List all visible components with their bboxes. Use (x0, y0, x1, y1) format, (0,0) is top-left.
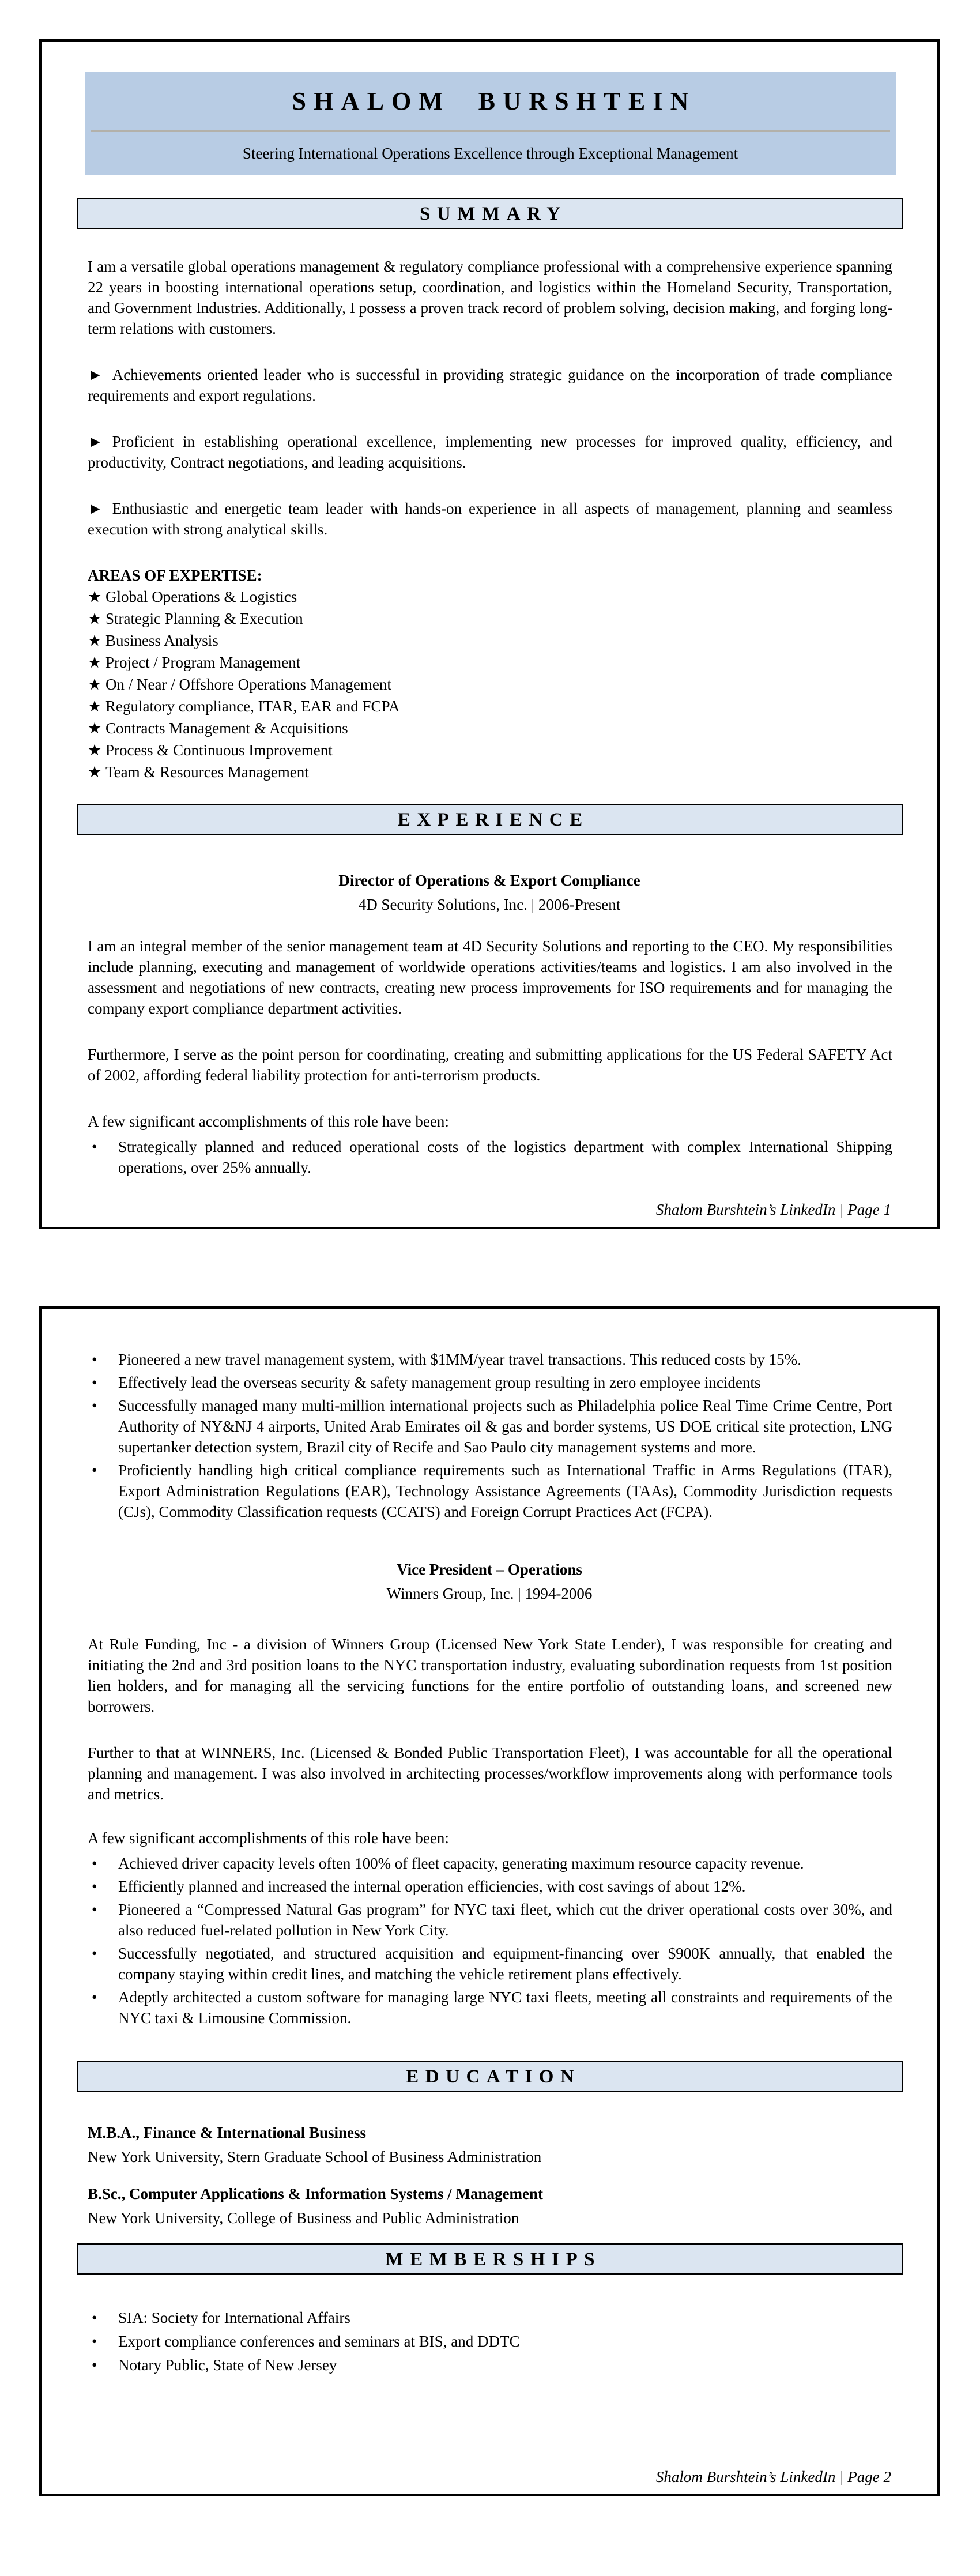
list-item (88, 1460, 892, 1522)
bullet-icon: • (92, 1878, 97, 1895)
role1-paragraph-1: I am an integral member of the senior management team at 4D Security Solutions and reporting to the CEO. My responsibilities include planning, executing and management of worldwide operations activities/teams and logistics. I am also involved in the assessment and negotiations of new contracts, creating new process improvements for ISO requirements and for managing the company export compliance department activities. (88, 937, 892, 1017)
list-item (88, 1853, 892, 1874)
arrow-bullet-icon: ► (88, 433, 103, 450)
expertise-item (88, 630, 892, 651)
bullet-icon: • (92, 1855, 97, 1872)
star-bullet-icon: ★ (88, 676, 102, 693)
list-item-text: Successfully managed many multi-million international projects such as Philadelphia police Real Time Crime Centre, Port Authority of NY&NJ 4 airports, United Arab Emirates oil & gas and border systems, US DOE critical site protection, LNG supertanker detection system, Brazil city of Recife and Sao Paulo city management systems and more. (118, 1397, 892, 1456)
summary-title: SUMMARY (419, 203, 567, 224)
expertise-item (88, 717, 892, 739)
experience-section-header (77, 804, 903, 835)
expertise-label: On / Near / Offshore Operations Management (105, 676, 391, 693)
summary-intro-paragraph: I am a versatile global operations management & regulatory compliance professional with a comprehensive experience spanning 22 years in boosting international operations setup, coordination, and logistics within the Homeland Security, Transportation, and Government Industries. Additionally, I possess a proven track record of problem solving, decision making, and forging long-term relations with customers. (88, 258, 892, 337)
list-item-text: Achieved driver capacity levels often 100% of fleet capacity, generating maximum resource capacity revenue. (118, 1855, 804, 1872)
expertise-label: Business Analysis (105, 632, 218, 649)
expertise-item (88, 739, 892, 761)
highlight-text: Achievements oriented leader who is successful in providing strategic guidance on the incorporation of trade compliance requirements and export regulations. (88, 366, 892, 404)
areas-of-expertise-heading: AREAS OF EXPERTISE: (88, 567, 262, 584)
role-company-winners-group: Winners Group, Inc. | 1994-2006 (386, 1585, 593, 1602)
list-item-text: Proficiently handling high critical compliance requirements such as International Traffic in Arms Regulations (ITAR), Export Administration Regulations (EAR), Technology Assistance Agreements (TAAs), Commodity Jurisdiction requests (CJs), Commodity Classification requests (CCATS) and Foreign Corrupt Practices Act (FCPA). (118, 1462, 892, 1520)
role-title-director: Director of Operations & Export Compliance (338, 872, 640, 889)
role2-accomplishments-list (42, 1853, 937, 2028)
highlight-text: Enthusiastic and energetic team leader with hands-on experience in all aspects of management, planning and seamless execution with strong analytical skills. (88, 500, 892, 538)
bullet-icon: • (92, 2309, 97, 2326)
bullet-icon: • (92, 1397, 97, 1414)
candidate-name: SHALOM BURSHTEIN (292, 86, 696, 115)
list-item-text: SIA: Society for International Affairs (118, 2309, 350, 2326)
list-item (88, 1899, 892, 1941)
expertise-item (88, 651, 892, 673)
degree-mba: M.B.A., Finance & International Business (88, 2124, 367, 2141)
star-bullet-icon: ★ (88, 741, 102, 759)
expertise-item (88, 608, 892, 630)
degree-bsc: B.Sc., Computer Applications & Information Systems / Management (88, 2185, 544, 2202)
expertise-label: Team & Resources Management (105, 763, 309, 781)
star-bullet-icon: ★ (88, 720, 102, 737)
list-item-text: Strategically planned and reduced operational costs of the logistics department with complex International Shipping operations, over 25% annually. (118, 1138, 892, 1176)
list-item (88, 1943, 892, 1984)
bullet-icon: • (92, 1945, 97, 1962)
memberships-section-header (77, 2243, 903, 2275)
list-item (88, 1395, 892, 1458)
star-bullet-icon: ★ (88, 763, 102, 781)
education-title: EDUCATION (406, 2066, 581, 2087)
role1-paragraph-2: Furthermore, I serve as the point person for coordinating, creating and submitting applications for the US Federal SAFETY Act of 2002, affording federal liability protection for anti-terrorism products. (88, 1046, 892, 1084)
list-item-text: Pioneered a new travel management system, with $1MM/year travel transactions. This reduced costs by 15%. (118, 1351, 801, 1368)
expertise-item (88, 586, 892, 608)
bullet-icon: • (92, 1901, 97, 1918)
expertise-item (88, 761, 892, 783)
arrow-bullet-icon: ► (88, 366, 103, 383)
list-item-text: Pioneered a “Compressed Natural Gas program” for NYC taxi fleet, which cut the driver operational costs over 30%, and also reduced fuel-related pollution in New York City. (118, 1901, 892, 1939)
experience-title: EXPERIENCE (397, 809, 589, 830)
star-bullet-icon: ★ (88, 698, 102, 715)
expertise-label: Process & Continuous Improvement (105, 741, 333, 759)
school-nyu-stern: New York University, Stern Graduate School of Business Administration (88, 2148, 542, 2166)
bullet-icon: • (92, 1989, 97, 2006)
star-bullet-icon: ★ (88, 632, 102, 649)
highlight-text: Proficient in establishing operational excellence, implementing new processes for improved quality, efficiency, and productivity, Contract negotiations, and leading acquisitions. (88, 433, 892, 471)
star-bullet-icon: ★ (88, 588, 102, 605)
list-item (88, 1372, 892, 1393)
list-item (88, 2331, 892, 2352)
role1-accomplishments-heading: A few significant accomplishments of this role have been: (88, 1113, 449, 1130)
expertise-label: Global Operations & Logistics (105, 588, 297, 605)
list-item (88, 1136, 892, 1178)
memberships-list (42, 2307, 937, 2375)
bullet-icon: • (92, 1351, 97, 1368)
expertise-label: Regulatory compliance, ITAR, EAR and FCPA (105, 698, 400, 715)
summary-highlight-2 (88, 431, 892, 473)
resume-page-1 (39, 39, 940, 1229)
bullet-icon: • (92, 2356, 97, 2374)
tagline: Steering International Operations Excellence through Exceptional Management (242, 145, 738, 162)
role2-paragraph-2: Further to that at WINNERS, Inc. (Licensed & Bonded Public Transportation Fleet), I was accountable for all the operational planning and management. I was also involved in architecting processes/workflow improvements along with performance tools and metrics. (88, 1744, 892, 1803)
star-bullet-icon: ★ (88, 654, 102, 671)
list-item (88, 1987, 892, 2028)
expertise-label: Project / Program Management (105, 654, 301, 671)
memberships-title: MEMBERSHIPS (385, 2249, 602, 2270)
list-item-text: Efficiently planned and increased the internal operation efficiencies, with cost savings of about 12%. (118, 1878, 746, 1895)
list-item-text: Export compliance conferences and seminars at BIS, and DDTC (118, 2333, 520, 2350)
list-item-text: Adeptly architected a custom software for managing large NYC taxi fleets, meeting all constraints and requirements of the NYC taxi & Limousine Commission. (118, 1989, 892, 2027)
role-company-4d-security: 4D Security Solutions, Inc. | 2006-Present (358, 896, 621, 913)
school-nyu-college: New York University, College of Business and Public Administration (88, 2209, 519, 2227)
bullet-icon: • (92, 1374, 97, 1391)
list-item (88, 1876, 892, 1897)
arrow-bullet-icon: ► (88, 500, 103, 517)
name-area (85, 72, 896, 130)
list-item-text: Notary Public, State of New Jersey (118, 2356, 337, 2374)
expertise-item (88, 673, 892, 695)
summary-section-header (77, 198, 903, 229)
education-section-header (77, 2061, 903, 2092)
page2-footer: Shalom Burshtein’s LinkedIn | Page 2 (655, 2468, 891, 2485)
resume-page-2 (39, 1306, 940, 2496)
bullet-icon: • (92, 2333, 97, 2350)
list-item (88, 2307, 892, 2328)
page1-footer: Shalom Burshtein’s LinkedIn | Page 1 (655, 1201, 891, 1218)
list-item-text: Effectively lead the overseas security & safety management group resulting in zero employee incidents (118, 1374, 761, 1391)
role-title-vice-president: Vice President – Operations (397, 1561, 582, 1578)
list-item (88, 1349, 892, 1370)
name-banner (85, 72, 896, 175)
expertise-label: Contracts Management & Acquisitions (105, 720, 348, 737)
summary-highlight-1 (88, 364, 892, 406)
bullet-icon: • (92, 1138, 97, 1155)
star-bullet-icon: ★ (88, 610, 102, 627)
role1-accomplishments-list (42, 1136, 937, 1178)
role2-accomplishments-heading: A few significant accomplishments of this role have been: (88, 1829, 449, 1847)
tagline-area (85, 132, 896, 175)
summary-highlight-3 (88, 498, 892, 540)
list-item-text: Successfully negotiated, and structured acquisition and equipment-financing over $900K annually, that enabled the company staying within credit lines, and matching the vehicle retirement plans effectively. (118, 1945, 892, 1983)
expertise-item (88, 695, 892, 717)
role1-accomplishments-continued (42, 1349, 937, 1522)
list-item (88, 2355, 892, 2375)
bullet-icon: • (92, 1462, 97, 1479)
expertise-label: Strategic Planning & Execution (105, 610, 303, 627)
role2-paragraph-1: At Rule Funding, Inc - a division of Winners Group (Licensed New York State Lender), I was responsible for creating and initiating the 2nd and 3rd position loans to the NYC transportation industry, evaluating subordination requests from 1st position lien holders, and for managing all the servicing functions for the entire portfolio of outstanding loans, and screened new borrowers. (88, 1636, 892, 1715)
